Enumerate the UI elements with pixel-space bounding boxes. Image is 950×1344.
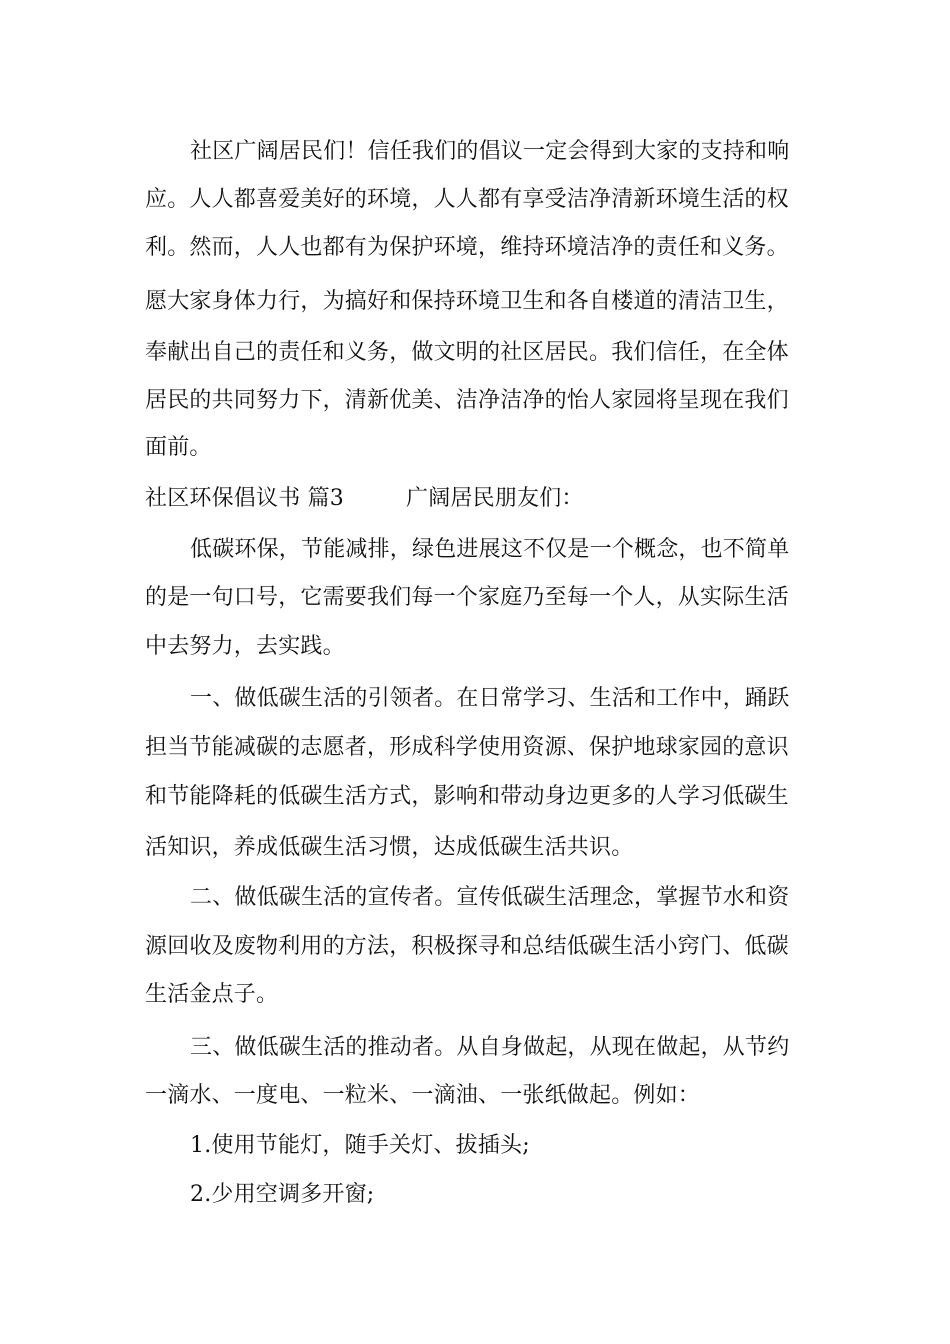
paragraph-line: 愿大家身体力行，为搞好和保持环境卫生和各自楼道的清洁卫生，	[145, 289, 789, 314]
paragraph-line: 担当节能减碳的志愿者，形成科学使用资源、保护地球家园的意识	[145, 735, 789, 760]
paragraph-line: 社区广阔居民们！信任我们的倡议一定会得到大家的支持和响	[190, 139, 790, 164]
paragraph-line: 活知识，养成低碳生活习惯，达成低碳生活共识。	[145, 835, 634, 860]
salutation: 广阔居民朋友们：	[406, 486, 584, 511]
paragraph-line: 低碳环保，节能减排，绿色进展这不仅是一个概念，也不简单	[190, 537, 790, 562]
paragraph-line: 生活金点子。	[145, 982, 279, 1007]
list-item: 2.少用空调多开窗;	[190, 1182, 375, 1207]
paragraph-line: 利。然而，人人也都有为保护环境，维持环境洁净的责任和义务。	[145, 235, 789, 260]
paragraph-line: 的是一句口号，它需要我们每一个家庭乃至每一个人，从实际生活	[145, 585, 789, 610]
paragraph-line: 源回收及废物利用的方法，积极探寻和总结低碳生活小窍门、低碳	[145, 934, 789, 959]
paragraph-line: 三、做低碳生活的推动者。从自身做起，从现在做起，从节约	[190, 1035, 790, 1060]
paragraph-line: 面前。	[145, 435, 212, 460]
paragraph-line: 一、做低碳生活的引领者。在日常学习、生活和工作中，踊跃	[190, 686, 790, 711]
paragraph-line: 应。人人都喜爱美好的环境，人人都有享受洁净清新环境生活的权	[145, 187, 789, 212]
list-item: 1.使用节能灯，随手关灯、拔插头;	[190, 1133, 530, 1158]
section-title: 社区环保倡议书 篇3	[145, 486, 344, 511]
section-heading	[145, 484, 584, 514]
paragraph-line: 居民的共同努力下，清新优美、洁净洁净的怡人家园将呈现在我们	[145, 388, 789, 413]
paragraph-line: 中去努力，去实践。	[145, 634, 345, 659]
paragraph-line: 奉献出自己的责任和义务，做文明的社区居民。我们信任，在全体	[145, 340, 789, 365]
paragraph-line: 二、做低碳生活的宣传者。宣传低碳生活理念，掌握节水和资	[190, 885, 790, 910]
paragraph-line: 和节能降耗的低碳生活方式，影响和带动身边更多的人学习低碳生	[145, 784, 789, 809]
paragraph-line: 一滴水、一度电、一粒米、一滴油、一张纸做起。例如：	[145, 1083, 701, 1108]
